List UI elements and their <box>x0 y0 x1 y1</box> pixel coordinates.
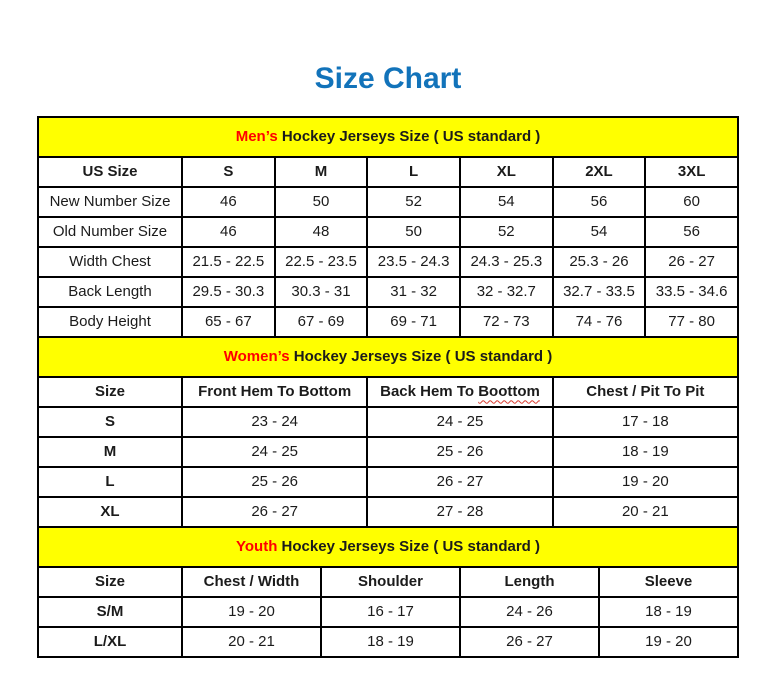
size-value-cell: 50 <box>367 217 460 247</box>
row-label: Old Number Size <box>38 217 182 247</box>
size-value-cell: 21.5 - 22.5 <box>182 247 275 277</box>
size-value-cell: 26 - 27 <box>645 247 738 277</box>
size-value-cell: 54 <box>553 217 646 247</box>
table-row <box>38 277 738 307</box>
womens-table-title <box>38 337 738 377</box>
size-value-cell: 32 - 32.7 <box>460 277 553 307</box>
youth-title-band <box>38 527 738 567</box>
size-value-cell: 30.3 - 31 <box>275 277 368 307</box>
womens-title-rest: Hockey Jerseys Size ( US standard ) <box>289 348 553 366</box>
youth-title-rest: Hockey Jerseys Size ( US standard ) <box>277 538 540 556</box>
column-header: XL <box>460 157 553 187</box>
size-value-cell: 56 <box>645 217 738 247</box>
size-value-cell: 17 - 18 <box>553 407 738 437</box>
table-row <box>38 627 738 657</box>
mens-table-title <box>38 117 738 157</box>
table-row <box>38 187 738 217</box>
size-value-cell: 32.7 - 33.5 <box>553 277 646 307</box>
row-label: Back Length <box>38 277 182 307</box>
womens-title-highlight: Women’s <box>223 348 290 366</box>
table-row <box>38 437 738 467</box>
table-row <box>38 217 738 247</box>
row-label: Body Height <box>38 307 182 337</box>
size-value-cell: 18 - 19 <box>321 627 460 657</box>
page-title: Size Chart <box>314 62 462 95</box>
row-label: New Number Size <box>38 187 182 217</box>
column-header: L <box>367 157 460 187</box>
misspelled-word: Boottom <box>478 383 540 401</box>
size-value-cell: 46 <box>182 187 275 217</box>
size-value-cell: 29.5 - 30.3 <box>182 277 275 307</box>
size-value-cell: 18 - 19 <box>553 437 738 467</box>
size-value-cell: 33.5 - 34.6 <box>645 277 738 307</box>
row-label: L/XL <box>38 627 182 657</box>
size-value-cell: 19 - 20 <box>599 627 738 657</box>
size-value-cell: 18 - 19 <box>599 597 738 627</box>
column-header: Length <box>460 567 599 597</box>
mens-title-band <box>38 117 738 157</box>
column-header: M <box>275 157 368 187</box>
youth-size-table <box>37 526 739 658</box>
size-value-cell: 24.3 - 25.3 <box>460 247 553 277</box>
column-header: US Size <box>38 157 182 187</box>
size-value-cell: 48 <box>275 217 368 247</box>
size-value-cell: 20 - 21 <box>553 497 738 527</box>
size-value-cell: 60 <box>645 187 738 217</box>
size-value-cell: 56 <box>553 187 646 217</box>
size-value-cell: 69 - 71 <box>367 307 460 337</box>
size-value-cell: 26 - 27 <box>367 467 552 497</box>
column-header: Sleeve <box>599 567 738 597</box>
size-value-cell: 67 - 69 <box>275 307 368 337</box>
womens-size-table <box>37 336 739 528</box>
column-header: Front Hem To Bottom <box>182 377 367 407</box>
size-value-cell: 23 - 24 <box>182 407 367 437</box>
size-value-cell: 16 - 17 <box>321 597 460 627</box>
size-value-cell: 54 <box>460 187 553 217</box>
womens-title-band <box>38 337 738 377</box>
size-value-cell: 52 <box>460 217 553 247</box>
column-header-text: Back Hem To <box>380 383 479 401</box>
size-value-cell: 23.5 - 24.3 <box>367 247 460 277</box>
table-row <box>38 307 738 337</box>
size-value-cell: 72 - 73 <box>460 307 553 337</box>
row-label: L <box>38 467 182 497</box>
column-header: Size <box>38 377 182 407</box>
size-value-cell: 27 - 28 <box>367 497 552 527</box>
size-value-cell: 19 - 20 <box>553 467 738 497</box>
size-value-cell: 65 - 67 <box>182 307 275 337</box>
row-label: M <box>38 437 182 467</box>
size-value-cell: 19 - 20 <box>182 597 321 627</box>
youth-table-title <box>38 527 738 567</box>
size-value-cell: 26 - 27 <box>460 627 599 657</box>
size-value-cell: 22.5 - 23.5 <box>275 247 368 277</box>
row-label: XL <box>38 497 182 527</box>
column-header: S <box>182 157 275 187</box>
size-value-cell: 24 - 26 <box>460 597 599 627</box>
column-header: Shoulder <box>321 567 460 597</box>
table-row <box>38 247 738 277</box>
youth-title-highlight: Youth <box>236 538 278 556</box>
table-row <box>38 407 738 437</box>
size-value-cell: 26 - 27 <box>182 497 367 527</box>
column-header <box>367 377 552 407</box>
size-value-cell: 77 - 80 <box>645 307 738 337</box>
youth-header-row <box>38 567 738 597</box>
size-value-cell: 31 - 32 <box>367 277 460 307</box>
size-value-cell: 46 <box>182 217 275 247</box>
mens-header-row <box>38 157 738 187</box>
row-label: S <box>38 407 182 437</box>
column-header: 2XL <box>553 157 646 187</box>
mens-title-rest: Hockey Jerseys Size ( US standard ) <box>277 128 541 146</box>
womens-header-row <box>38 377 738 407</box>
mens-title-highlight: Men’s <box>235 128 278 146</box>
size-value-cell: 74 - 76 <box>553 307 646 337</box>
size-value-cell: 25.3 - 26 <box>553 247 646 277</box>
table-row <box>38 497 738 527</box>
size-value-cell: 24 - 25 <box>367 407 552 437</box>
size-value-cell: 24 - 25 <box>182 437 367 467</box>
row-label: S/M <box>38 597 182 627</box>
table-row <box>38 467 738 497</box>
size-value-cell: 25 - 26 <box>367 437 552 467</box>
column-header: Chest / Width <box>182 567 321 597</box>
size-value-cell: 20 - 21 <box>182 627 321 657</box>
column-header: Chest / Pit To Pit <box>553 377 738 407</box>
row-label: Width Chest <box>38 247 182 277</box>
table-row <box>38 597 738 627</box>
column-header: Size <box>38 567 182 597</box>
column-header: 3XL <box>645 157 738 187</box>
size-value-cell: 50 <box>275 187 368 217</box>
size-value-cell: 25 - 26 <box>182 467 367 497</box>
size-value-cell: 52 <box>367 187 460 217</box>
mens-size-table <box>37 116 739 338</box>
